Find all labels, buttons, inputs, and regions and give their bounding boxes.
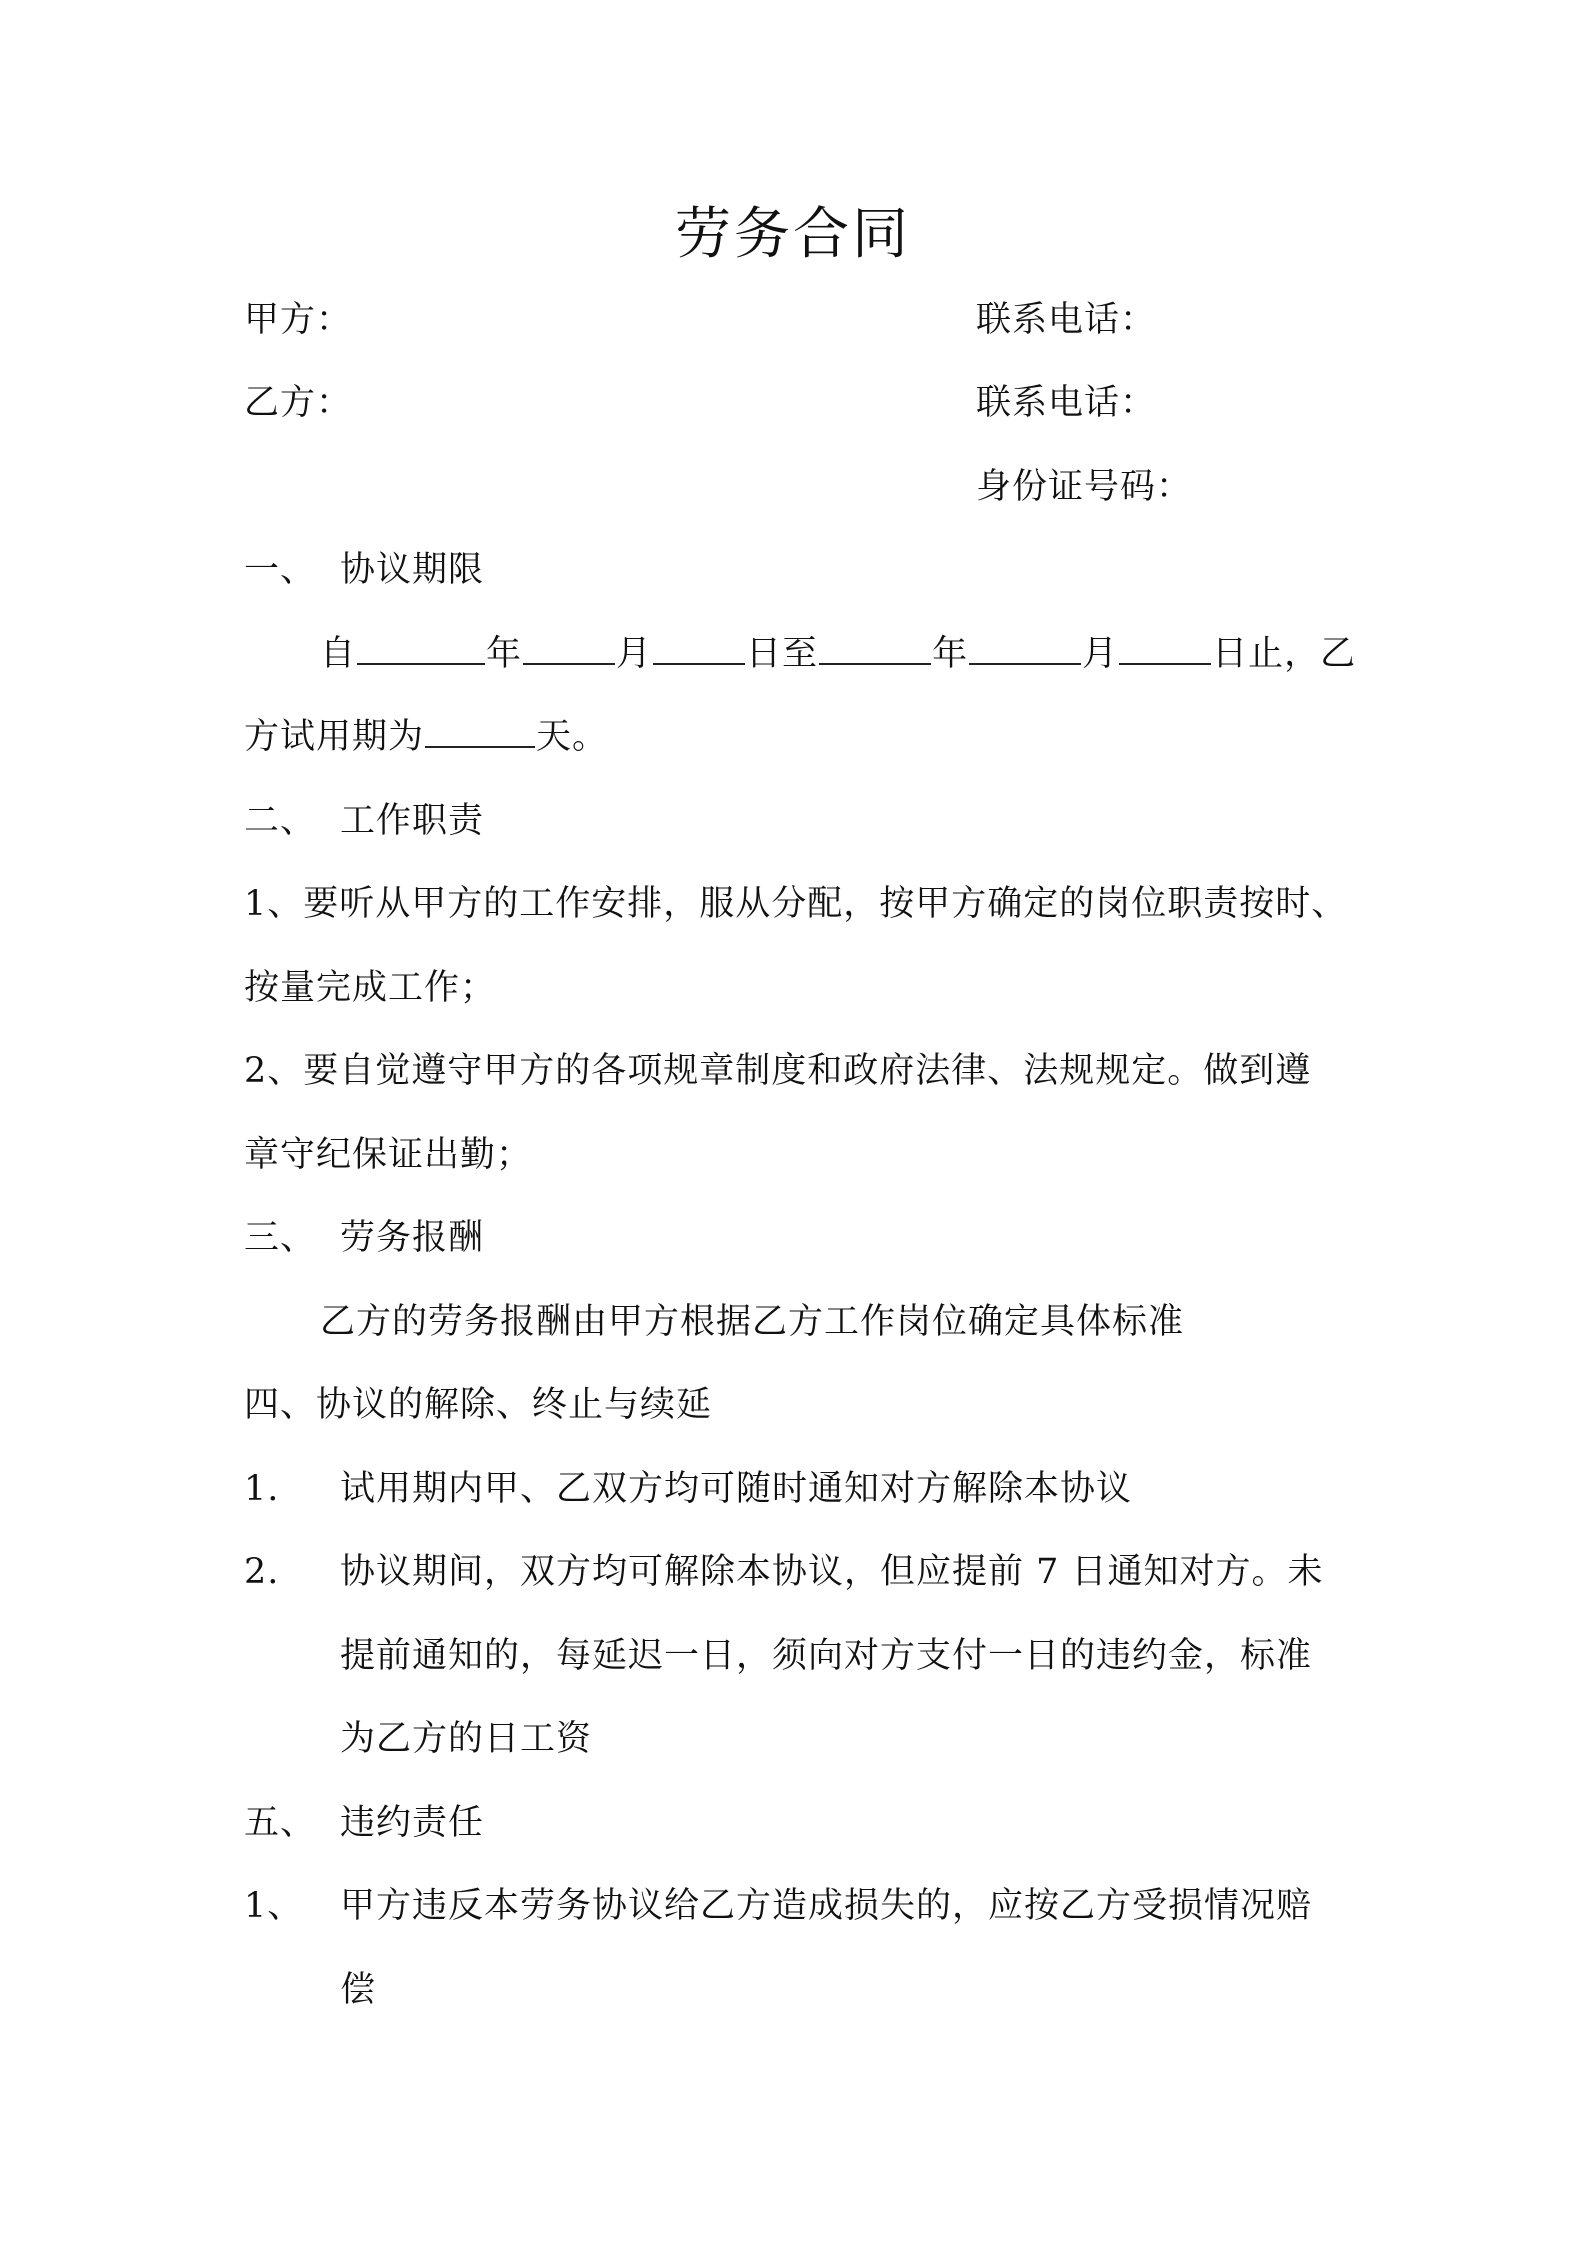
section2-number: 二、: [244, 801, 317, 841]
termination-item2-number: 2.: [244, 1552, 280, 1592]
termination-item1-text: 试用期内甲、乙双方均可随时通知对方解除本协议: [340, 1469, 1133, 1509]
end-day-blank[interactable]: [1119, 633, 1211, 665]
term-from: 自: [320, 634, 357, 674]
termination-item1-number: 1.: [244, 1469, 280, 1509]
liability-item1-line2: 偿: [340, 1970, 377, 2010]
start-day-blank[interactable]: [653, 633, 745, 665]
liability-item1-line1: 甲方违反本劳务协议给乙方造成损失的，应按乙方受损情况赔: [340, 1886, 1313, 1926]
duty-item2-line2: 章守纪保证出勤；: [244, 1135, 533, 1175]
term-line: [320, 632, 1356, 676]
term-year1: 年: [486, 634, 523, 674]
termination-item2-line2: 提前通知的，每延迟一日，须向对方支付一日的违约金，标准: [340, 1636, 1313, 1676]
duty-item2-line1: 2、要自觉遵守甲方的各项规章制度和政府法律、法规规定。做到遵: [244, 1051, 1312, 1091]
term-day-to: 日至: [746, 634, 819, 674]
section5-number: 五、: [244, 1803, 317, 1843]
party-a-phone-label: 联系电话：: [976, 300, 1157, 340]
term-month2: 月: [1082, 634, 1119, 674]
term-year2: 年: [932, 634, 969, 674]
trial-suffix: 天。: [536, 717, 609, 757]
section4-heading: 四、协议的解除、终止与续延: [244, 1385, 713, 1425]
trial-prefix: 方试用期为: [244, 717, 425, 757]
section3-number: 三、: [244, 1218, 317, 1258]
section1-number: 一、: [244, 550, 317, 590]
section1-heading: 协议期限: [340, 550, 485, 590]
end-month-blank[interactable]: [969, 633, 1081, 665]
start-year-blank[interactable]: [357, 633, 485, 665]
termination-item2-line3: 为乙方的日工资: [340, 1719, 593, 1759]
duty-item1-line1: 1、要听从甲方的工作安排，服从分配，按甲方确定的岗位职责按时、: [244, 884, 1348, 924]
term-day-end: 日止，乙: [1212, 634, 1357, 674]
liability-item1-number: 1、: [244, 1886, 304, 1926]
end-year-blank[interactable]: [819, 633, 931, 665]
trial-days-blank[interactable]: [425, 716, 535, 748]
section5-heading: 违约责任: [340, 1803, 485, 1843]
termination-item2-line1: 协议期间，双方均可解除本协议，但应提前 7 日通知对方。未: [340, 1552, 1324, 1592]
party-b-phone-label: 联系电话：: [976, 383, 1157, 423]
section2-heading: 工作职责: [340, 801, 485, 841]
section3-heading: 劳务报酬: [340, 1218, 485, 1258]
party-b-label: 乙方：: [244, 383, 353, 423]
term-month1: 月: [616, 634, 653, 674]
document-title: 劳务合同: [675, 202, 911, 267]
start-month-blank[interactable]: [523, 633, 615, 665]
duty-item1-line2: 按量完成工作；: [244, 968, 497, 1008]
party-a-label: 甲方：: [244, 300, 353, 340]
trial-line: [244, 715, 608, 759]
party-b-id-label: 身份证号码：: [976, 467, 1193, 507]
remuneration-text: 乙方的劳务报酬由甲方根据乙方工作岗位确定具体标准: [320, 1302, 1185, 1342]
